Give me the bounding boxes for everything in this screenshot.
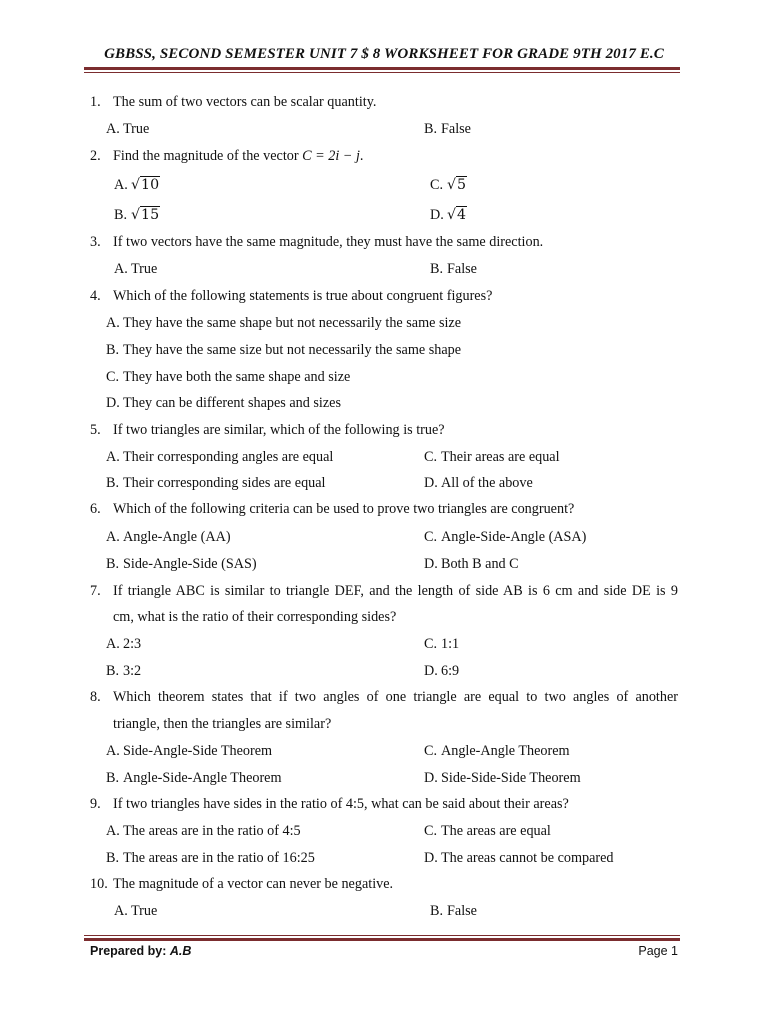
prepared-by: Prepared by: A.B bbox=[90, 944, 192, 958]
option-c: C. √5 bbox=[430, 177, 467, 193]
page-number: Page 1 bbox=[638, 944, 678, 958]
question-text: Which theorem states that if two angles of one triangle are equal to two angles of another bbox=[113, 689, 678, 705]
option-c: C. Angle-Side-Angle (ASA) bbox=[424, 529, 587, 545]
option-a: A. True bbox=[114, 903, 158, 919]
option-c: C. They have both the same shape and size bbox=[106, 369, 351, 385]
question-number: 10. bbox=[90, 876, 108, 892]
option-a: A. Side-Angle-Side Theorem bbox=[106, 743, 273, 759]
option-a: A. They have the same shape but not necessarily the same size bbox=[106, 315, 462, 331]
option-c: C. Their areas are equal bbox=[424, 449, 560, 465]
question-number: 4. bbox=[90, 288, 101, 304]
option-d: D. 6:9 bbox=[424, 663, 460, 679]
question-text: Which of the following criteria can be used to prove two triangles are congruent? bbox=[113, 501, 575, 517]
option-d: D. The areas cannot be compared bbox=[424, 850, 614, 866]
option-b: B. Side-Angle-Side (SAS) bbox=[106, 556, 257, 572]
question-number: 7. bbox=[90, 583, 101, 599]
option-a: A. Their corresponding angles are equal bbox=[106, 449, 334, 465]
question-text: The sum of two vectors can be scalar quantity. bbox=[113, 94, 377, 110]
option-d: D. All of the above bbox=[424, 475, 533, 491]
option-b: B. False bbox=[424, 121, 471, 137]
footer-rule-thin bbox=[84, 935, 680, 936]
question-number: 8. bbox=[90, 689, 101, 705]
option-c: C. 1:1 bbox=[424, 636, 460, 652]
option-b: B. 3:2 bbox=[106, 663, 142, 679]
option-d: D. √4 bbox=[430, 207, 467, 223]
square-root: √4 bbox=[447, 207, 467, 223]
question-text: If two triangles have sides in the ratio of 4:5, what can be said about their areas? bbox=[113, 796, 569, 812]
option-b: B. False bbox=[430, 261, 477, 277]
option-a: A. True bbox=[106, 121, 150, 137]
footer-rule-thick bbox=[84, 938, 680, 941]
question-number: 5. bbox=[90, 422, 101, 438]
question-text: Which of the following statements is true about congruent figures? bbox=[113, 288, 493, 304]
question-text: Find the magnitude of the vector C = 2i − j. bbox=[113, 148, 364, 164]
header-rule-thin bbox=[84, 72, 680, 73]
question-number: 2. bbox=[90, 148, 101, 164]
option-c: C. Angle-Angle Theorem bbox=[424, 743, 570, 759]
option-b: B. √15 bbox=[114, 207, 160, 223]
question-text: If triangle ABC is similar to triangle DEF, and the length of side AB is 6 cm and side DE is 9 bbox=[113, 583, 678, 599]
option-a: A. Angle-Angle (AA) bbox=[106, 529, 231, 545]
option-d: D. They can be different shapes and sizes bbox=[106, 395, 341, 411]
option-b: B. They have the same size but not necessarily the same shape bbox=[106, 342, 462, 358]
question-text: The magnitude of a vector can never be negative. bbox=[113, 876, 394, 892]
option-b: B. Angle-Side-Angle Theorem bbox=[106, 770, 282, 786]
question-number: 3. bbox=[90, 234, 101, 250]
option-a: A. 2:3 bbox=[106, 636, 142, 652]
square-root: √10 bbox=[131, 177, 160, 193]
option-a: A. The areas are in the ratio of 4:5 bbox=[106, 823, 301, 839]
option-c: C. The areas are equal bbox=[424, 823, 551, 839]
square-root: √5 bbox=[447, 177, 467, 193]
option-b: B. The areas are in the ratio of 16:25 bbox=[106, 850, 315, 866]
question-number: 1. bbox=[90, 94, 101, 110]
square-root: √15 bbox=[131, 207, 160, 223]
page-header-title: GBBSS, SECOND SEMESTER UNIT 7 $ 8 WORKSHEET FOR GRADE 9TH 2017 E.C bbox=[104, 46, 664, 62]
question-text: If two triangles are similar, which of the following is true? bbox=[113, 422, 445, 438]
option-a: A. True bbox=[114, 261, 158, 277]
option-d: D. Side-Side-Side Theorem bbox=[424, 770, 581, 786]
question-text-continued: cm, what is the ratio of their corresponding sides? bbox=[113, 609, 397, 625]
question-text-continued: triangle, then the triangles are similar? bbox=[113, 716, 332, 732]
question-text: If two vectors have the same magnitude, they must have the same direction. bbox=[113, 234, 544, 250]
option-d: D. Both B and C bbox=[424, 556, 519, 572]
option-b: B. Their corresponding sides are equal bbox=[106, 475, 326, 491]
option-a: A. √10 bbox=[114, 177, 160, 193]
option-b: B. False bbox=[430, 903, 477, 919]
question-number: 6. bbox=[90, 501, 101, 517]
header-rule-thick bbox=[84, 67, 680, 70]
question-number: 9. bbox=[90, 796, 101, 812]
vector-expression: C = 2i − j bbox=[302, 148, 360, 164]
